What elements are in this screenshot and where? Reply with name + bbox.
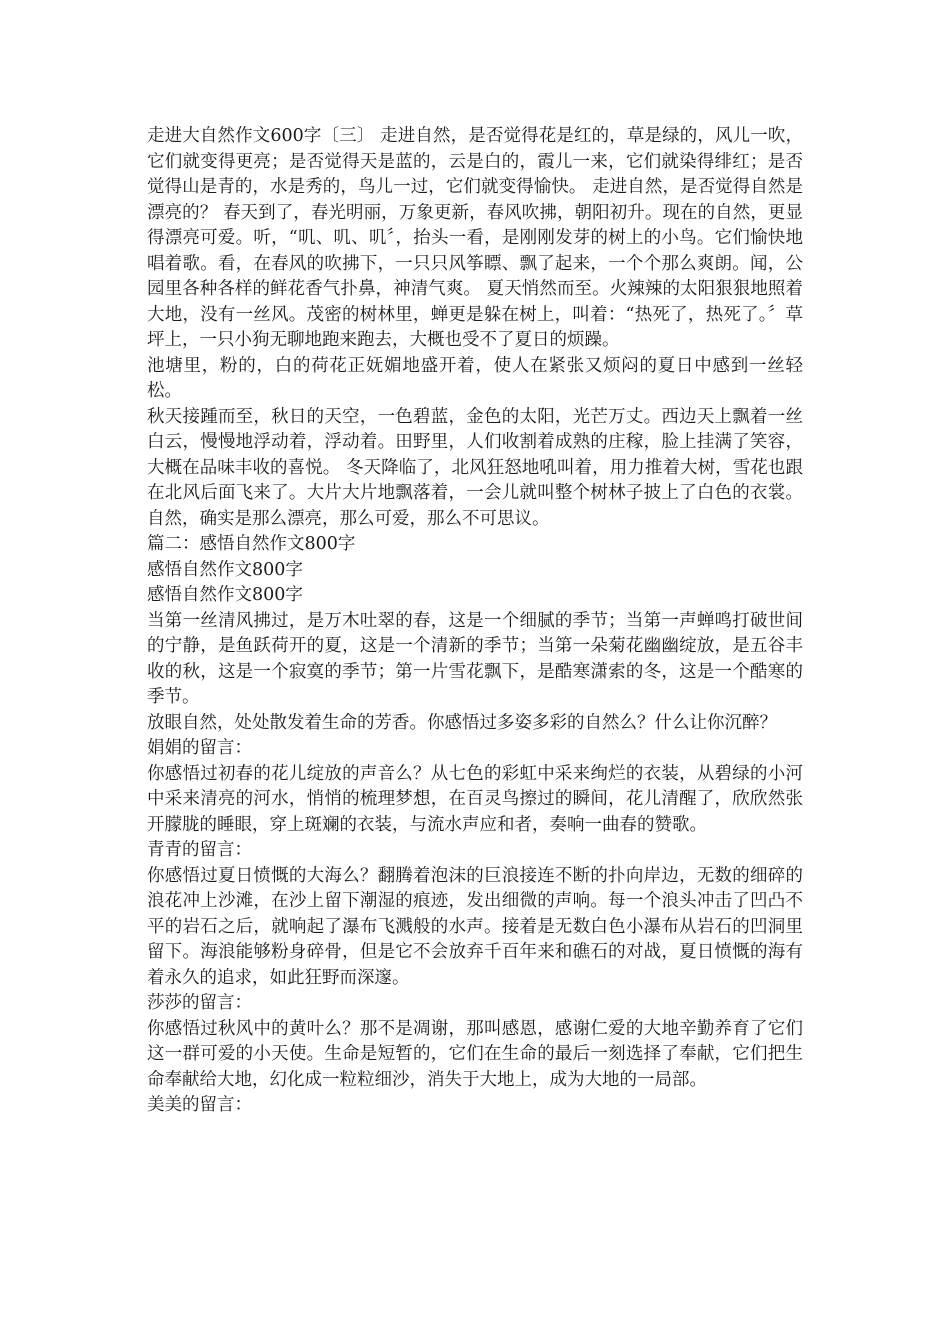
label-shasha: 莎莎的留言： (147, 993, 252, 1013)
paragraph-intro: 走进大自然作文600字〔三〕 走进自然，是否觉得花是红的，草是绿的，风儿一吹，它们就变得更亮；是否觉得天是蓝的，云是白的，霞儿一来，它们就染得绯红；是否觉得山是青的，水是秀的，鸟儿一过，它们就变得愉快。 走进自然，是否觉得自然是漂亮的？ 春天到了，春光明丽，万象更新，春风吹拂，朝阳初升。现在的自然，更显得漂亮可爱。听，“叽、叽、叽〞，抬头一看，是刚刚发芽的树上的小鸟。它们愉快地唱着歌。看，在春风的吹拂下，一只只风筝瞟、飘了起来，一个个那么爽朗。闻，公园里各种各样的鲜花香气扑鼻，神清气爽。 夏天悄然而至。火辣辣的太阳狠狠地照着大地，没有一丝风。茂密的树林里，蝉更是躲在树上，叫着：“热死了，热死了。〞草坪上，一只小狗无聊地跑来跑去，大概也受不了夏日的烦躁。 (147, 126, 803, 350)
paragraph-autumn-message: 你感悟过秋风中的黄叶么？那不是凋谢，那叫感恩，感谢仁爱的大地辛勤养育了它们这一群可爱的小天使。生命是短暂的，它们在生命的最后一刻选择了奉献，它们把生命奉献给大地，幻化成一粒粒细沙，消失于大地上，成为大地的一局部。 (147, 1018, 803, 1090)
paragraph-seasons: 当第一丝清风拂过，是万木吐翠的春，这是一个细腻的季节；当第一声蝉鸣打破世间的宁静，是鱼跃荷开的夏，这是一个清新的季节；当第一朵菊花幽幽绽放，是五谷丰收的秋，这是一个寂寞的季节；第一片雪花飘下，是酷寒潇索的冬，这是一个酷寒的季节。 (147, 610, 803, 707)
paragraph-question: 放眼自然，处处散发着生命的芳香。你感悟过多姿多彩的自然么？什么让你沉醉？ (147, 712, 777, 733)
label-qingqing: 青青的留言： (147, 840, 252, 860)
paragraph-summer-message: 你感悟过夏日愤慨的大海么？翻腾着泡沫的巨浪接连不断的扑向岸边，无数的细碎的浪花冲上沙滩，在沙上留下潮湿的痕迹，发出细微的声响。每一个浪头冲击了凹凸不平的岩石之后，就响起了瀑布飞溅般的水声。接着是无数白色小瀑布从岩石的凹洞里留下。海浪能够粉身碎骨，但是它不会放弃千百年来和礁石的对战，夏日愤慨的海有着永久的追求，如此狂野而深邃。 (147, 865, 803, 988)
heading-part-two: 篇二：感悟自然作文800字 (147, 534, 356, 554)
paragraph-spring-message: 你感悟过初春的花儿绽放的声音么？从七色的彩虹中采来绚烂的衣装，从碧绿的小河中采来清亮的河水，悄悄的梳理梦想，在百灵鸟擦过的瞬间，花儿清醒了，欣欣然张开朦胧的睡眼，穿上斑斓的衣装，与流水声应和者，奏响一曲春的赞歌。 (147, 763, 803, 835)
paragraph-autumn-winter: 秋天接踵而至，秋日的天空，一色碧蓝，金色的太阳，光芒万丈。西边天上飘着一丝白云，慢慢地浮动着，浮动着。田野里，人们收割着成熟的庄稼，脸上挂满了笑容，大概在品味丰收的喜悦。 冬天降临了，北风狂怒地吼叫着，用力推着大树，雪花也跟在北风后面飞来了。大片大片地飘落着，一会儿就叫整个树林子披上了白色的衣裳。 自然，确实是那么漂亮，那么可爱，那么不可思议。 (147, 406, 803, 529)
label-juanjuan: 娟娟的留言： (147, 738, 252, 758)
document-body (147, 124, 803, 1119)
subheading-title-1: 感悟自然作文800字 (147, 559, 303, 580)
paragraph-pond: 池塘里，粉的，白的荷花正妩媚地盛开着，使人在紧张又烦闷的夏日中感到一丝轻松。 (147, 355, 803, 401)
label-meimei: 美美的留言： (147, 1095, 252, 1115)
subheading-title-2: 感悟自然作文800字 (147, 585, 303, 605)
